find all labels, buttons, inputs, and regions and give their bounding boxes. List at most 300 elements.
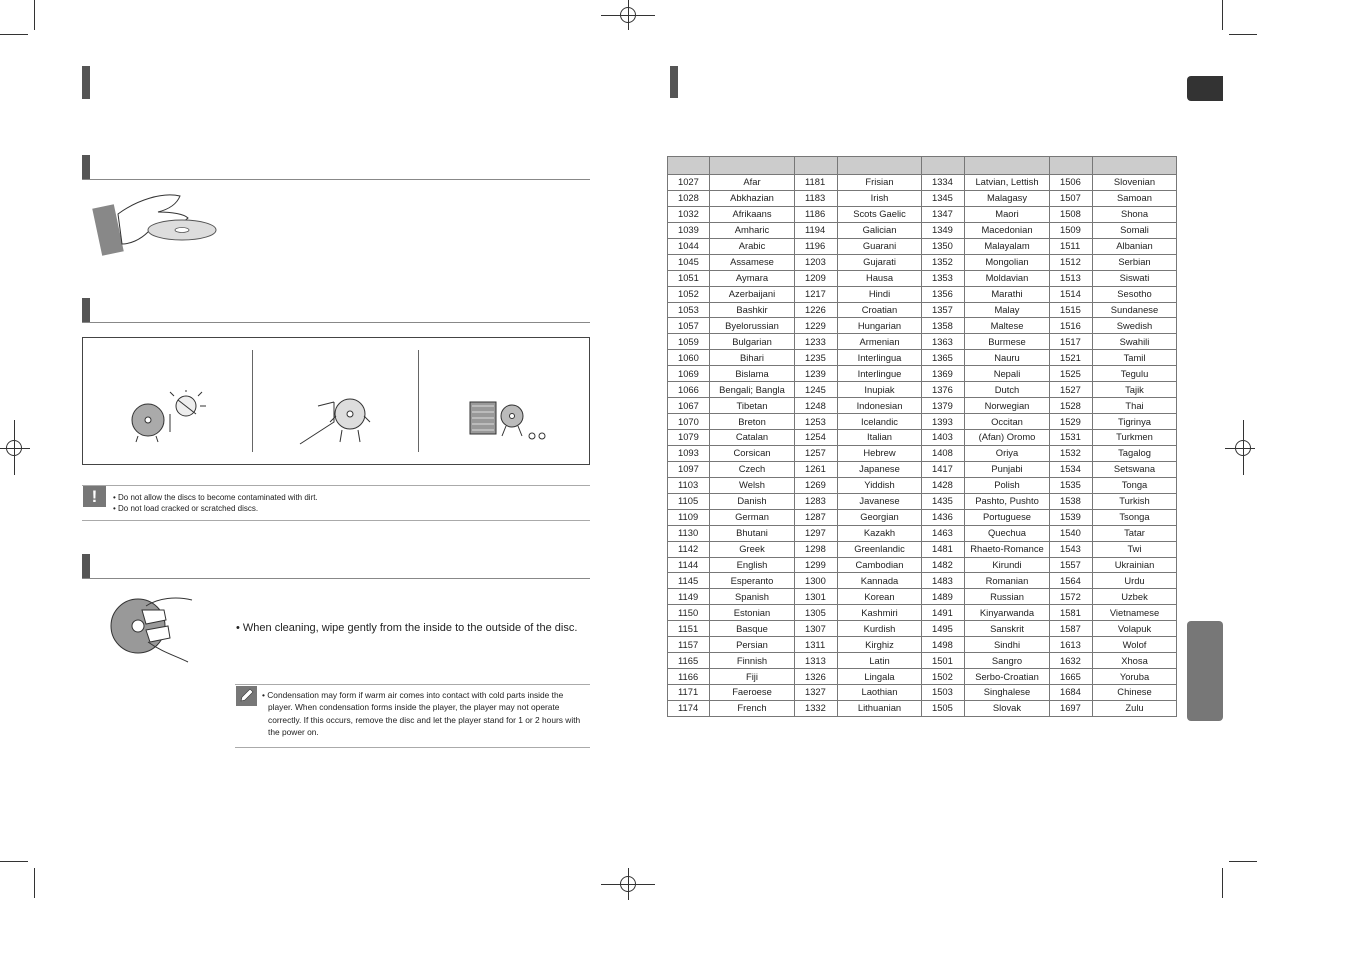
language-name-cell: Malagasy [965, 190, 1050, 206]
language-name-cell: Indonesian [838, 398, 922, 414]
language-name-cell: Volapuk [1093, 621, 1177, 637]
language-code-cell: 1539 [1050, 509, 1093, 525]
language-name-cell: Maori [965, 206, 1050, 222]
language-name-cell: Albanian [1093, 238, 1177, 254]
language-code-cell: 1491 [922, 605, 965, 621]
language-name-cell: Somali [1093, 222, 1177, 238]
language-code-cell: 1226 [795, 302, 838, 318]
language-code-cell: 1059 [668, 334, 710, 350]
language-name-cell: Macedonian [965, 222, 1050, 238]
table-header-row [668, 157, 1177, 175]
language-code-cell: 1369 [922, 366, 965, 382]
header-cell [922, 157, 965, 175]
header-cell [965, 157, 1050, 175]
language-code-cell: 1165 [668, 653, 710, 669]
table-row [668, 445, 1177, 461]
table-row [668, 509, 1177, 525]
language-name-cell: Bulgarian [710, 334, 795, 350]
language-name-cell: Turkish [1093, 493, 1177, 509]
language-code-cell: 1039 [668, 222, 710, 238]
language-name-cell: Basque [710, 621, 795, 637]
language-code-cell: 1528 [1050, 398, 1093, 414]
language-name-cell: Finnish [710, 653, 795, 669]
table-row [668, 318, 1177, 334]
language-code-cell: 1130 [668, 525, 710, 541]
table-row [668, 270, 1177, 286]
language-code-cell: 1347 [922, 206, 965, 222]
section-marker-storage [82, 298, 90, 322]
language-name-cell: Japanese [838, 461, 922, 477]
table-row [668, 302, 1177, 318]
language-code-cell: 1203 [795, 254, 838, 270]
language-code-cell: 1665 [1050, 669, 1093, 685]
table-row [668, 541, 1177, 557]
language-name-cell: Latin [838, 653, 922, 669]
table-row [668, 366, 1177, 382]
language-name-cell: Sindhi [965, 637, 1050, 653]
language-name-cell: Samoan [1093, 190, 1177, 206]
language-code-cell: 1157 [668, 637, 710, 653]
language-name-cell: Xhosa [1093, 653, 1177, 669]
language-code-cell: 1044 [668, 238, 710, 254]
language-name-cell: Hebrew [838, 445, 922, 461]
language-name-cell: Persian [710, 637, 795, 653]
language-name-cell: French [710, 700, 795, 716]
language-code-cell: 1305 [795, 605, 838, 621]
language-code-cell: 1482 [922, 557, 965, 573]
note-rule [235, 747, 590, 748]
section-marker-handling [82, 155, 90, 179]
language-name-cell: Kannada [838, 573, 922, 589]
language-name-cell: Tonga [1093, 477, 1177, 493]
table-row [668, 525, 1177, 541]
language-name-cell: Catalan [710, 430, 795, 446]
language-code-cell: 1052 [668, 286, 710, 302]
language-code-cell: 1181 [795, 175, 838, 191]
language-name-cell: Siswati [1093, 270, 1177, 286]
language-code-cell: 1393 [922, 414, 965, 430]
registration-mark [1243, 420, 1244, 475]
table-row [668, 589, 1177, 605]
language-code-cell: 1334 [922, 175, 965, 191]
disc-heat-icon [126, 390, 210, 446]
language-name-cell: Aymara [710, 270, 795, 286]
language-code-cell: 1269 [795, 477, 838, 493]
language-name-cell: Marathi [965, 286, 1050, 302]
language-name-cell: Russian [965, 589, 1050, 605]
language-name-cell: Kirundi [965, 557, 1050, 573]
language-code-cell: 1069 [668, 366, 710, 382]
language-name-cell: Breton [710, 414, 795, 430]
language-name-cell: Lingala [838, 669, 922, 685]
language-code-cell: 1311 [795, 637, 838, 653]
table-row [668, 382, 1177, 398]
language-code-cell: 1403 [922, 430, 965, 446]
language-name-cell: Norwegian [965, 398, 1050, 414]
page-title-bar-left [82, 66, 90, 99]
language-code-cell: 1632 [1050, 653, 1093, 669]
language-name-cell: Sanskrit [965, 621, 1050, 637]
language-name-cell: Corsican [710, 445, 795, 461]
language-name-cell: Vietnamese [1093, 605, 1177, 621]
registration-mark [628, 0, 629, 30]
language-code-cell: 1313 [795, 653, 838, 669]
language-code-cell: 1245 [795, 382, 838, 398]
language-name-cell: Scots Gaelic [838, 206, 922, 222]
language-code-cell: 1239 [795, 366, 838, 382]
language-name-cell: Assamese [710, 254, 795, 270]
section-rule [82, 578, 590, 579]
table-row [668, 334, 1177, 350]
language-name-cell: Hindi [838, 286, 922, 302]
language-name-cell: Chinese [1093, 685, 1177, 701]
language-code-cell: 1248 [795, 398, 838, 414]
table-row [668, 350, 1177, 366]
language-code-cell: 1183 [795, 190, 838, 206]
language-name-cell: Dutch [965, 382, 1050, 398]
language-name-cell: Sundanese [1093, 302, 1177, 318]
language-code-cell: 1506 [1050, 175, 1093, 191]
table-row [668, 573, 1177, 589]
language-name-cell: Polish [965, 477, 1050, 493]
language-code-cell: 1353 [922, 270, 965, 286]
language-name-cell: Serbo-Croatian [965, 669, 1050, 685]
language-name-cell: Malay [965, 302, 1050, 318]
language-name-cell: Swedish [1093, 318, 1177, 334]
crop-mark [1222, 868, 1223, 898]
language-name-cell: Twi [1093, 541, 1177, 557]
table-row [668, 653, 1177, 669]
table-row [668, 477, 1177, 493]
language-code-cell: 1517 [1050, 334, 1093, 350]
crop-mark [0, 861, 28, 862]
language-name-cell: Urdu [1093, 573, 1177, 589]
language-name-cell: Javanese [838, 493, 922, 509]
crop-mark [1222, 0, 1223, 30]
language-name-cell: Yiddish [838, 477, 922, 493]
language-name-cell: Tsonga [1093, 509, 1177, 525]
language-name-cell: Quechua [965, 525, 1050, 541]
language-name-cell: Afrikaans [710, 206, 795, 222]
language-code-cell: 1502 [922, 669, 965, 685]
language-code-cell: 1529 [1050, 414, 1093, 430]
crop-mark [1229, 34, 1257, 35]
language-code-cell: 1564 [1050, 573, 1093, 589]
table-row [668, 700, 1177, 716]
language-code-cell: 1516 [1050, 318, 1093, 334]
language-name-cell: Tagalog [1093, 445, 1177, 461]
table-row [668, 254, 1177, 270]
section-rule [82, 179, 590, 180]
language-code-cell: 1531 [1050, 430, 1093, 446]
language-code-cell: 1145 [668, 573, 710, 589]
language-name-cell: Icelandic [838, 414, 922, 430]
table-row [668, 206, 1177, 222]
language-name-cell: Sesotho [1093, 286, 1177, 302]
language-name-cell: Irish [838, 190, 922, 206]
language-code-cell: 1332 [795, 700, 838, 716]
language-code-cell: 1283 [795, 493, 838, 509]
language-name-cell: Sangro [965, 653, 1050, 669]
language-name-cell: Tatar [1093, 525, 1177, 541]
language-name-cell: Hausa [838, 270, 922, 286]
language-code-cell: 1057 [668, 318, 710, 334]
language-name-cell: Latvian, Lettish [965, 175, 1050, 191]
language-name-cell: Arabic [710, 238, 795, 254]
language-name-cell: Tegulu [1093, 366, 1177, 382]
language-code-cell: 1253 [795, 414, 838, 430]
language-code-cell: 1144 [668, 557, 710, 573]
language-code-cell: 1297 [795, 525, 838, 541]
language-name-cell: Laothian [838, 685, 922, 701]
language-code-cell: 1684 [1050, 685, 1093, 701]
language-code-cell: 1532 [1050, 445, 1093, 461]
language-name-cell: Azerbaijani [710, 286, 795, 302]
language-name-cell: Greek [710, 541, 795, 557]
language-code-cell: 1513 [1050, 270, 1093, 286]
language-code-cell: 1581 [1050, 605, 1093, 621]
language-code-cell: 1613 [1050, 637, 1093, 653]
language-code-cell: 1149 [668, 589, 710, 605]
language-name-cell: Uzbek [1093, 589, 1177, 605]
language-code-cell: 1428 [922, 477, 965, 493]
language-code-cell: 1287 [795, 509, 838, 525]
language-code-cell: 1045 [668, 254, 710, 270]
crop-mark [34, 868, 35, 898]
table-row [668, 238, 1177, 254]
language-name-cell: Croatian [838, 302, 922, 318]
language-name-cell: Oriya [965, 445, 1050, 461]
table-row [668, 461, 1177, 477]
table-row [668, 621, 1177, 637]
registration-mark [1225, 448, 1255, 449]
language-name-cell: Guarani [838, 238, 922, 254]
crop-mark [0, 34, 28, 35]
language-code-cell: 1408 [922, 445, 965, 461]
language-code-cell: 1534 [1050, 461, 1093, 477]
language-name-cell: Bislama [710, 366, 795, 382]
language-code-cell: 1142 [668, 541, 710, 557]
caution-line: • Do not load cracked or scratched discs. [113, 504, 259, 513]
language-name-cell: Welsh [710, 477, 795, 493]
language-code-cell: 1299 [795, 557, 838, 573]
language-code-cell: 1032 [668, 206, 710, 222]
language-name-cell: Setswana [1093, 461, 1177, 477]
language-code-cell: 1483 [922, 573, 965, 589]
section-marker-cleaning [82, 554, 90, 578]
section-rule [82, 322, 590, 323]
language-code-cell: 1527 [1050, 382, 1093, 398]
language-code-cell: 1505 [922, 700, 965, 716]
table-row [668, 414, 1177, 430]
language-name-cell: (Afan) Oromo [965, 430, 1050, 446]
language-name-cell: Fiji [710, 669, 795, 685]
table-row [668, 557, 1177, 573]
table-row [668, 190, 1177, 206]
language-code-cell: 1697 [1050, 700, 1093, 716]
language-code-cell: 1543 [1050, 541, 1093, 557]
language-code-cell: 1257 [795, 445, 838, 461]
language-name-cell: Yoruba [1093, 669, 1177, 685]
language-code-cell: 1171 [668, 685, 710, 701]
language-name-cell: Tajik [1093, 382, 1177, 398]
language-code-cell: 1151 [668, 621, 710, 637]
language-code-cell: 1229 [795, 318, 838, 334]
language-name-cell: Portuguese [965, 509, 1050, 525]
language-code-cell: 1301 [795, 589, 838, 605]
caution-exclamation-icon: ! [83, 486, 106, 507]
table-row [668, 605, 1177, 621]
language-name-cell: Abkhazian [710, 190, 795, 206]
language-name-cell: Esperanto [710, 573, 795, 589]
header-cell [710, 157, 795, 175]
language-name-cell: Spanish [710, 589, 795, 605]
language-code-cell: 1463 [922, 525, 965, 541]
table-row [668, 637, 1177, 653]
language-name-cell: Faeroese [710, 685, 795, 701]
header-cell [1093, 157, 1177, 175]
language-code-cell: 1150 [668, 605, 710, 621]
language-code-cell: 1365 [922, 350, 965, 366]
language-code-cell: 1376 [922, 382, 965, 398]
language-name-cell: Interlingua [838, 350, 922, 366]
language-code-cell: 1298 [795, 541, 838, 557]
table-row [668, 398, 1177, 414]
language-code-cell: 1498 [922, 637, 965, 653]
language-code-cell: 1495 [922, 621, 965, 637]
language-name-cell: Pashto, Pushto [965, 493, 1050, 509]
language-name-cell: Singhalese [965, 685, 1050, 701]
language-name-cell: Tigrinya [1093, 414, 1177, 430]
language-name-cell: Inupiak [838, 382, 922, 398]
language-name-cell: Amharic [710, 222, 795, 238]
language-code-cell: 1489 [922, 589, 965, 605]
crop-mark [34, 0, 35, 30]
language-code-cell: 1103 [668, 477, 710, 493]
language-code-cell: 1109 [668, 509, 710, 525]
language-name-cell: Romanian [965, 573, 1050, 589]
language-name-cell: Danish [710, 493, 795, 509]
language-name-cell: Bhutani [710, 525, 795, 541]
table-row [668, 286, 1177, 302]
language-name-cell: Kirghiz [838, 637, 922, 653]
language-code-cell: 1166 [668, 669, 710, 685]
language-code-cell: 1512 [1050, 254, 1093, 270]
registration-mark [14, 420, 15, 475]
language-name-cell: Serbian [1093, 254, 1177, 270]
language-name-cell: Kinyarwanda [965, 605, 1050, 621]
table-row [668, 430, 1177, 446]
language-name-cell: Cambodian [838, 557, 922, 573]
language-code-cell: 1509 [1050, 222, 1093, 238]
language-name-cell: Byelorussian [710, 318, 795, 334]
language-code-cell: 1053 [668, 302, 710, 318]
language-code-cell: 1507 [1050, 190, 1093, 206]
language-name-cell: Bashkir [710, 302, 795, 318]
disc-humidity-icon [466, 390, 552, 446]
language-code-cell: 1525 [1050, 366, 1093, 382]
language-name-cell: Hungarian [838, 318, 922, 334]
language-name-cell: Maltese [965, 318, 1050, 334]
page-title-bar-right [670, 66, 678, 98]
language-code-cell: 1503 [922, 685, 965, 701]
language-code-table [667, 156, 1177, 717]
language-code-cell: 1194 [795, 222, 838, 238]
language-name-cell: Mongolian [965, 254, 1050, 270]
language-name-cell: Bengali; Bangla [710, 382, 795, 398]
section-side-tab [1187, 621, 1223, 721]
language-code-cell: 1511 [1050, 238, 1093, 254]
table-row [668, 669, 1177, 685]
language-name-cell: Ukrainian [1093, 557, 1177, 573]
caution-rule [82, 485, 590, 486]
note-pencil-icon [236, 686, 257, 706]
language-code-cell: 1540 [1050, 525, 1093, 541]
language-name-cell: Shona [1093, 206, 1177, 222]
language-code-cell: 1307 [795, 621, 838, 637]
language-code-cell: 1345 [922, 190, 965, 206]
language-code-cell: 1515 [1050, 302, 1093, 318]
language-code-cell: 1481 [922, 541, 965, 557]
language-code-cell: 1097 [668, 461, 710, 477]
cleaning-instruction: • When cleaning, wipe gently from the inside to the outside of the disc. [236, 622, 578, 634]
language-code-cell: 1261 [795, 461, 838, 477]
language-name-cell: Nepali [965, 366, 1050, 382]
language-name-cell: Georgian [838, 509, 922, 525]
language-code-cell: 1093 [668, 445, 710, 461]
language-name-cell: Bihari [710, 350, 795, 366]
language-code-cell: 1508 [1050, 206, 1093, 222]
header-cell [795, 157, 838, 175]
language-code-cell: 1209 [795, 270, 838, 286]
language-code-cell: 1217 [795, 286, 838, 302]
language-name-cell: Swahili [1093, 334, 1177, 350]
language-name-cell: Wolof [1093, 637, 1177, 653]
caution-rule [82, 520, 590, 521]
language-code-cell: 1196 [795, 238, 838, 254]
hand-holding-disc-icon [92, 190, 222, 260]
language-name-cell: Armenian [838, 334, 922, 350]
table-row [668, 222, 1177, 238]
language-code-cell: 1557 [1050, 557, 1093, 573]
note-text: • Condensation may form if warm air comes into contact with cold parts inside the player. When condensation forms inside the player, the player may not operate correctly. If this occurs, remove the disc and let the player stand for 1 or 2 hours with the power on. [262, 690, 581, 738]
language-name-cell: Moldavian [965, 270, 1050, 286]
language-code-cell: 1352 [922, 254, 965, 270]
language-code-cell: 1079 [668, 430, 710, 446]
language-name-cell: Interlingue [838, 366, 922, 382]
language-name-cell: Greenlandic [838, 541, 922, 557]
language-name-cell: Nauru [965, 350, 1050, 366]
language-code-cell: 1300 [795, 573, 838, 589]
language-name-cell: Slovenian [1093, 175, 1177, 191]
language-name-cell: Galician [838, 222, 922, 238]
language-code-cell: 1356 [922, 286, 965, 302]
language-code-cell: 1501 [922, 653, 965, 669]
language-name-cell: Tamil [1093, 350, 1177, 366]
caution-text [113, 492, 583, 514]
language-code-cell: 1349 [922, 222, 965, 238]
divider [252, 350, 253, 452]
language-code-cell: 1572 [1050, 589, 1093, 605]
language-code-cell: 1066 [668, 382, 710, 398]
language-code-cell: 1105 [668, 493, 710, 509]
language-code-cell: 1358 [922, 318, 965, 334]
language-code-cell: 1070 [668, 414, 710, 430]
note-rule [235, 684, 590, 685]
crop-mark [1229, 861, 1257, 862]
language-name-cell: Burmese [965, 334, 1050, 350]
language-code-cell: 1521 [1050, 350, 1093, 366]
